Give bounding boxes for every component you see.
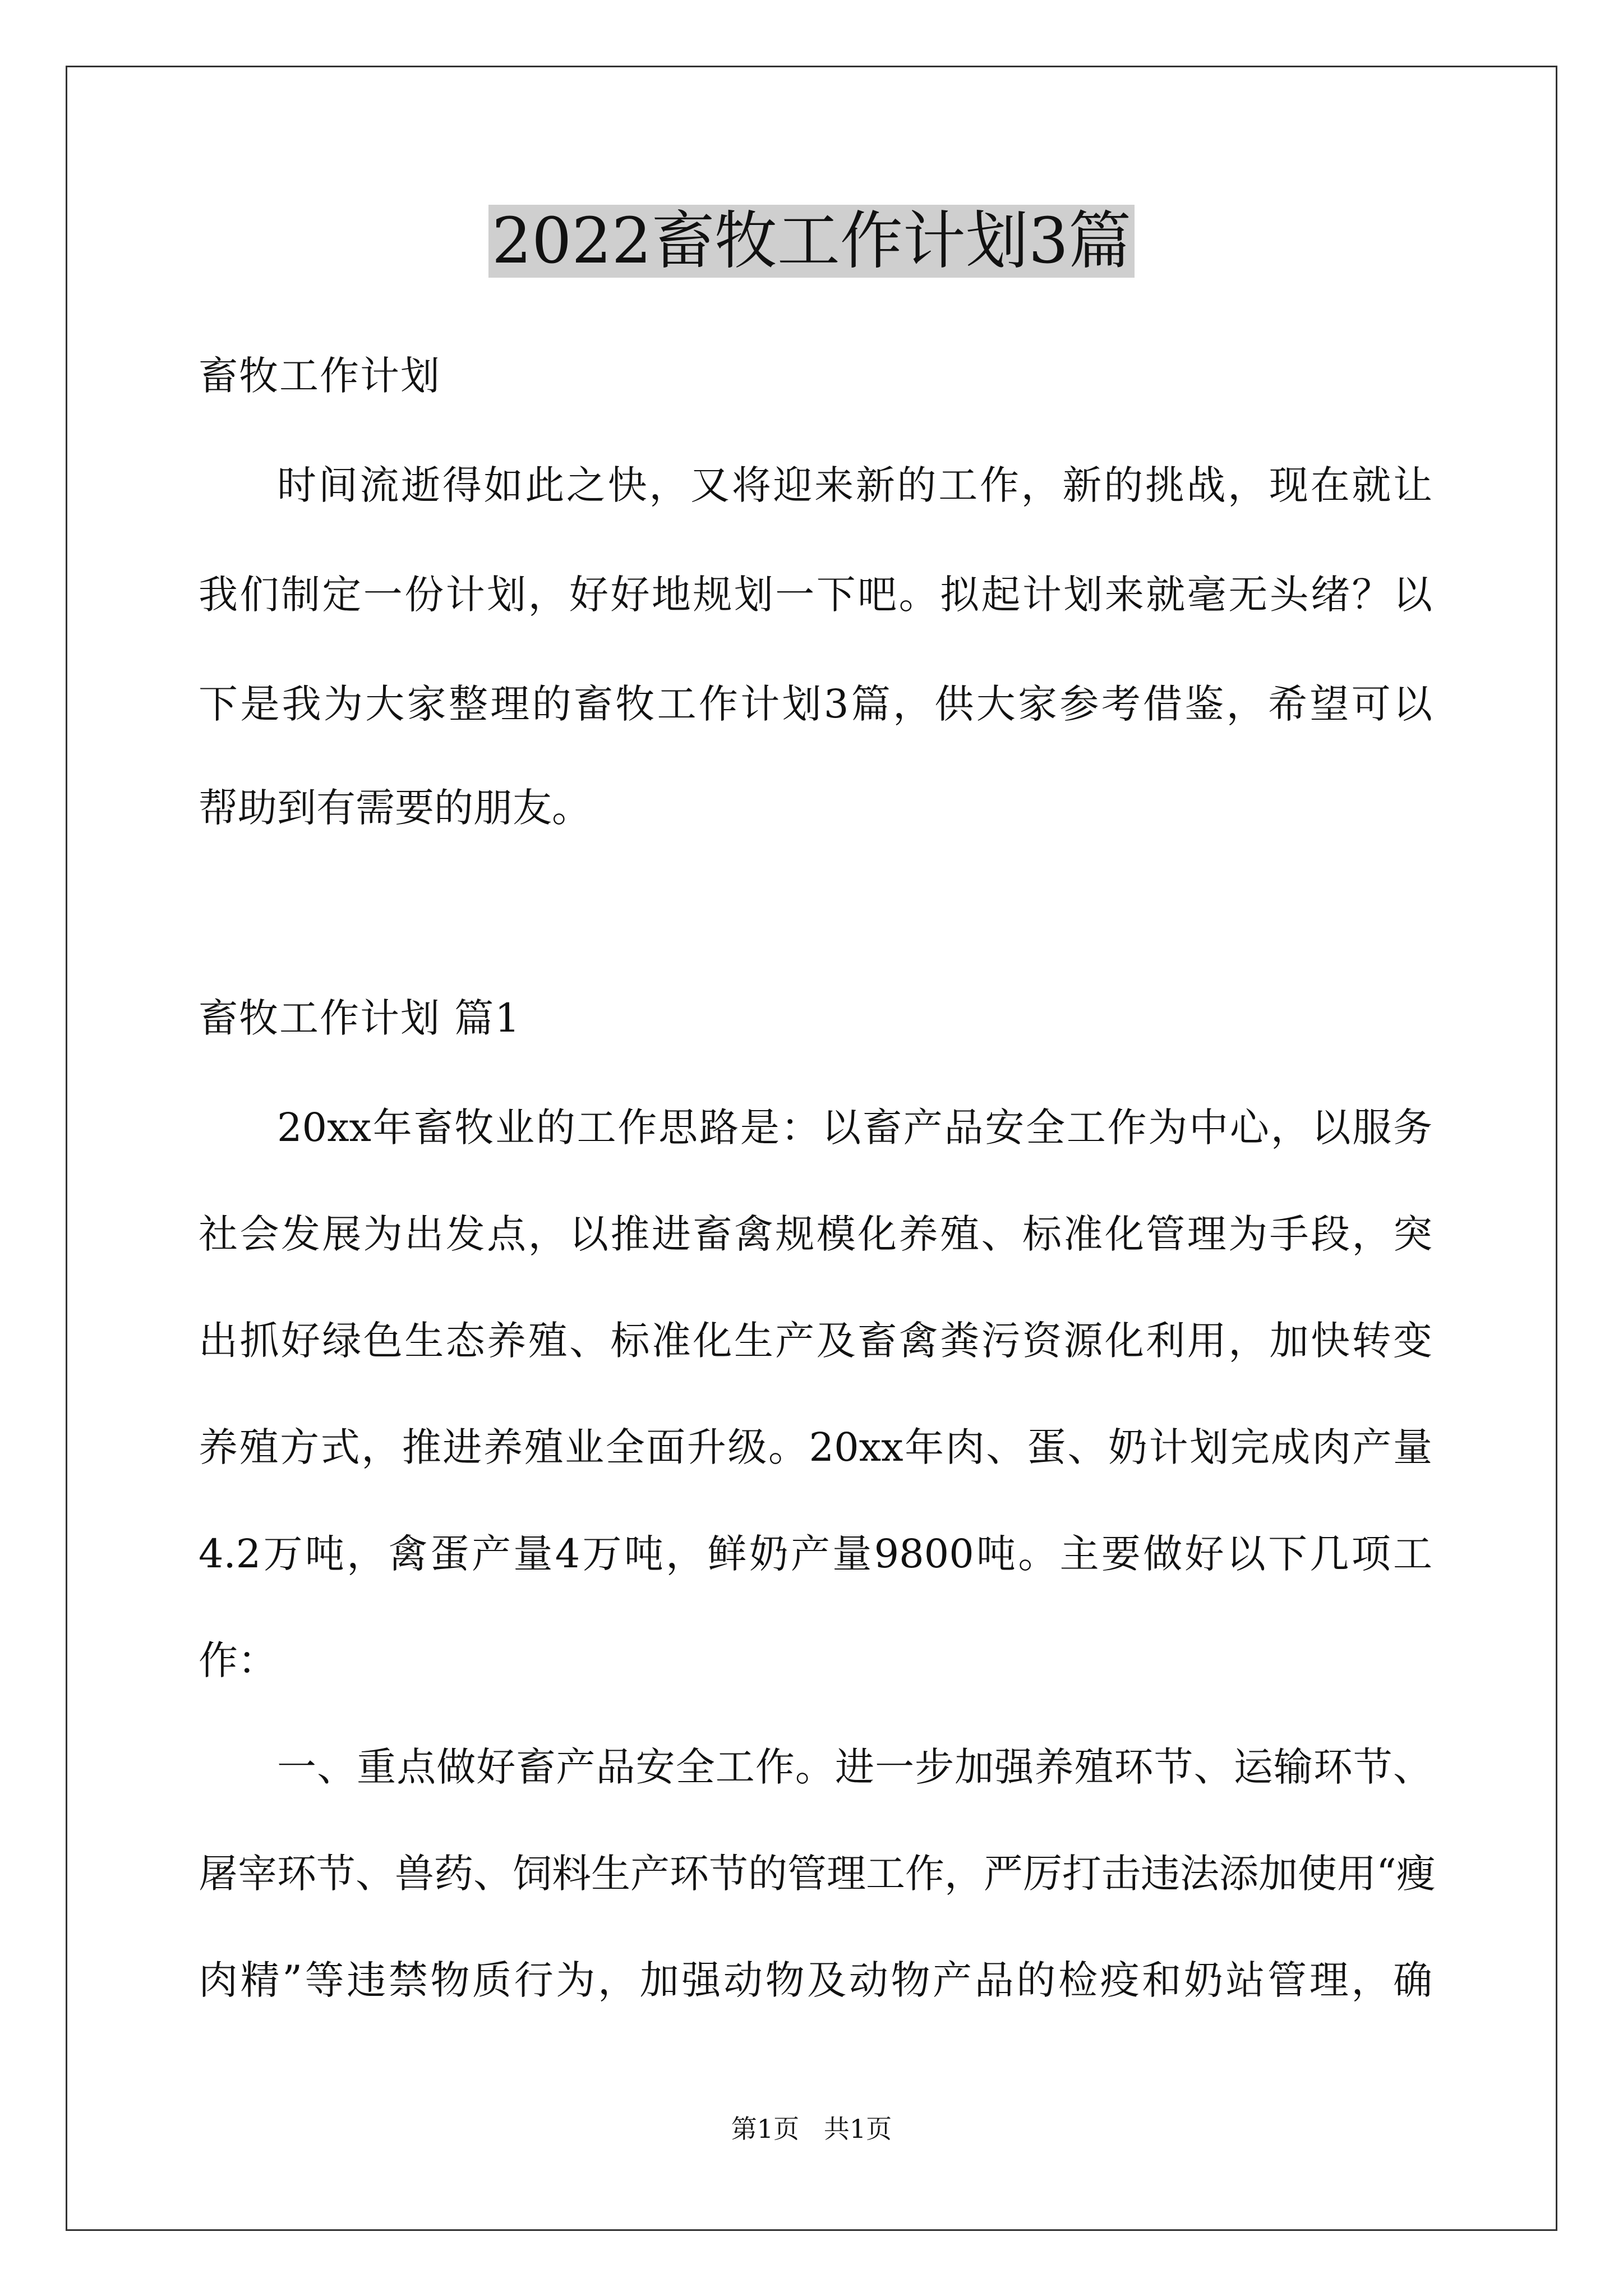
para1-line: 20xx年畜牧业的工作思路是：以畜产品安全工作为中心，以服务 bbox=[277, 1105, 1432, 1151]
document-title-text: 2022畜牧工作计划3篇 bbox=[488, 205, 1135, 278]
page-footer: 第1页 共1页 bbox=[731, 2114, 892, 2144]
para2-line: 屠宰环节、兽药、饲料生产环节的管理工作，严厉打击违法添加使用“瘦 bbox=[199, 1851, 1436, 1897]
para2-line: 肉精”等违禁物质行为，加强动物及动物产品的检疫和奶站管理，确 bbox=[199, 1957, 1432, 2003]
intro-line: 下是我为大家整理的畜牧工作计划3篇，供大家参考借鉴，希望可以 bbox=[199, 681, 1432, 727]
para1-line: 出抓好绿色生态养殖、标准化生产及畜禽粪污资源化利用，加快转变 bbox=[199, 1318, 1432, 1364]
section1-heading: 畜牧工作计划 篇1 bbox=[199, 995, 521, 1041]
para1-line: 养殖方式，推进养殖业全面升级。20xx年肉、蛋、奶计划完成肉产量 bbox=[199, 1424, 1432, 1470]
para1-line: 作： bbox=[199, 1637, 277, 1683]
para1-line: 4.2万吨，禽蛋产量4万吨，鲜奶产量9800吨。主要做好以下几项工 bbox=[199, 1531, 1432, 1577]
para2-line: 一、重点做好畜产品安全工作。进一步加强养殖环节、运输环节、 bbox=[277, 1744, 1432, 1790]
intro-line: 帮助到有需要的朋友。 bbox=[199, 785, 591, 831]
para1-line: 社会发展为出发点，以推进畜禽规模化养殖、标准化管理为手段，突 bbox=[199, 1211, 1432, 1257]
intro-line: 我们制定一份计划，好好地规划一下吧。拟起计划来就毫无头绪？以 bbox=[199, 572, 1432, 618]
document-title bbox=[0, 202, 1623, 280]
intro-line: 时间流逝得如此之快，又将迎来新的工作，新的挑战，现在就让 bbox=[277, 462, 1432, 508]
intro-heading: 畜牧工作计划 bbox=[199, 353, 441, 399]
